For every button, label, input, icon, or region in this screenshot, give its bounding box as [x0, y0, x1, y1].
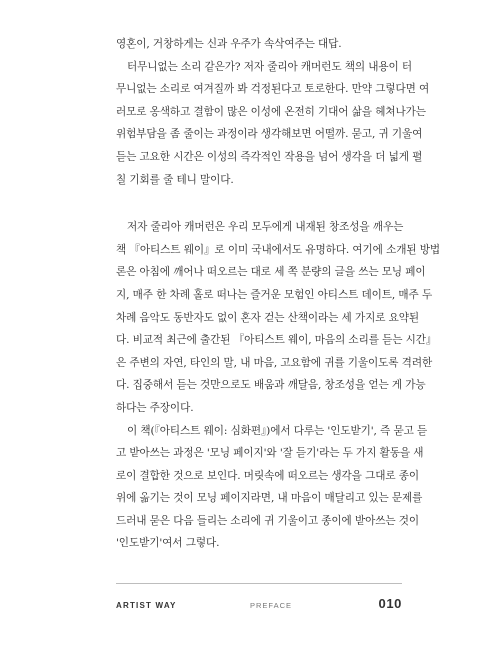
text-line: 은 주변의 자연, 타인의 말, 내 마음, 고요함에 귀를 기울이도록 격려한	[116, 356, 433, 369]
body-text	[116, 33, 440, 555]
page-footer	[116, 596, 402, 618]
text-line: 터무니없는 소리 같은가? 저자 줄리아 캐머런도 책의 내용이 터	[127, 60, 413, 73]
paragraph-gap	[116, 191, 402, 216]
paragraph-1	[116, 33, 402, 56]
text-line: 듣는 고요한 시간은 이성의 즉각적인 작용을 넘어 생각을 더 넓게 펼	[116, 150, 423, 163]
text-line: 영혼이, 거창하게는 신과 우주가 속삭여주는 대답.	[116, 38, 342, 50]
text-line: 위에 옮기는 것이 모닝 페이지라면, 내 마음이 매달리고 있는 문제를	[116, 492, 423, 505]
text-line: 이 책(『아티스트 웨이: 심화편』)에서 다루는 '인도받기', 즉 묻고 듣	[127, 424, 428, 437]
text-line: 로이 결합한 것으로 보인다. 머릿속에 떠오르는 생각을 그대로 종이	[116, 469, 420, 482]
text-line: 지, 매주 한 차례 홀로 떠나는 즐거운 모험인 아티스트 데이트, 매주 두	[116, 288, 433, 301]
text-line: 다. 집중해서 듣는 것만으로도 배움과 깨달음, 창조성을 얻는 게 가능	[116, 379, 426, 392]
text-line: 저자 줄리아 캐머런은 우리 모두에게 내재된 창조성을 깨우는	[127, 221, 404, 234]
paragraph-2	[116, 56, 430, 192]
page-number: 010	[378, 596, 402, 611]
text-line: 러모로 옹색하고 결함이 많은 이성에 온전히 기대어 삶을 헤쳐나가는	[116, 105, 426, 118]
text-line: 다. 비교적 최근에 출간된 『아티스트 웨이, 마음의 소리를 듣는 시간』	[116, 334, 437, 347]
paragraph-3	[116, 216, 440, 419]
text-line: 드러내 묻은 다음 들리는 소리에 귀 기울이고 종이에 받아쓰는 것이	[116, 514, 420, 527]
text-line: 고 받아쓰는 과정은 '모닝 페이지'와 '잘 듣기'라는 두 가지 활동을 새	[116, 447, 424, 460]
text-line: 차례 음악도 동반자도 없이 혼자 걷는 산책이라는 세 가지로 요약된	[116, 311, 420, 324]
text-line: 론은 아침에 깨어나 떠오르는 대로 세 쪽 분량의 글을 쓰는 모닝 페이	[116, 266, 426, 279]
text-line: 하다는 주장이다.	[116, 401, 194, 414]
paragraph-4	[116, 420, 428, 556]
text-line: '인도받기'여서 그렇다.	[116, 537, 220, 550]
text-line: 무니없는 소리로 여겨질까 봐 걱정된다고 토로한다. 만약 그렇다면 여	[116, 83, 430, 96]
text-line: 칠 기회를 줄 테니 말이다.	[116, 173, 234, 186]
footer-divider	[116, 583, 402, 584]
section-label: PREFACE	[250, 601, 293, 610]
text-line: 책 『아티스트 웨이』로 이미 국내에서도 유명하다. 여기에 소개된 방법	[116, 243, 440, 256]
running-title: ARTIST WAY	[116, 601, 177, 610]
text-line: 위험부담을 좀 줄이는 과정이라 생각해보면 어떨까. 묻고, 귀 기울여	[116, 128, 423, 141]
